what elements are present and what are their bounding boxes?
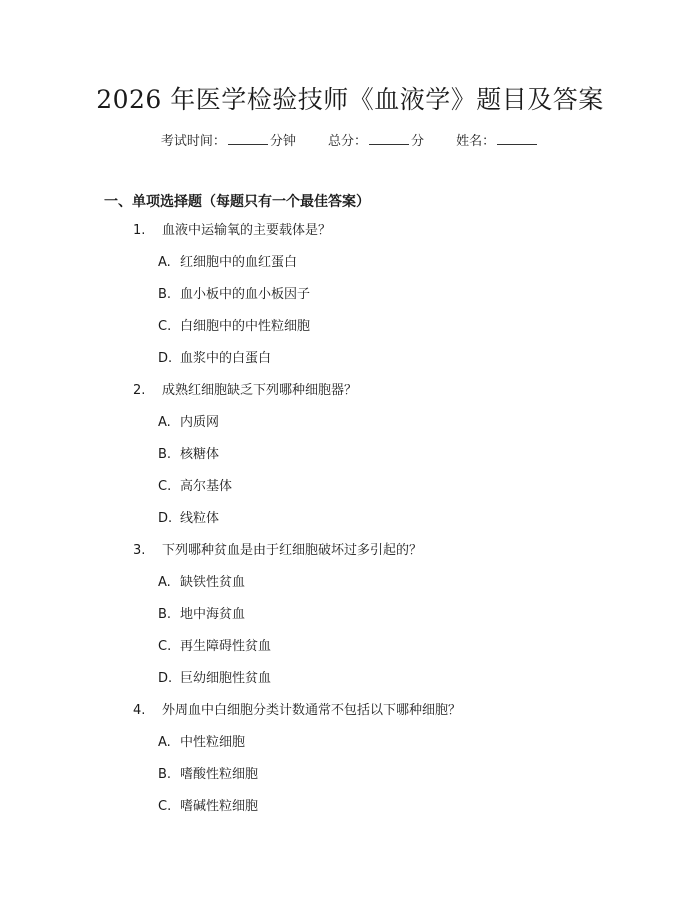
option-letter: C. [158,319,172,334]
option [0,250,700,282]
exam-time [161,134,300,149]
time-blank [228,132,268,145]
option [0,410,700,442]
question [0,538,700,570]
time-unit: 分钟 [269,134,296,149]
score-blank [369,132,409,145]
option-text: 缺铁性贫血 [180,575,246,590]
question [0,378,700,410]
option-text: 地中海贫血 [180,607,246,622]
question-text: 血液中运输氧的主要载体是？ [162,223,332,238]
option [0,442,700,474]
option [0,570,700,602]
option-letter: C. [158,479,172,494]
option [0,666,700,698]
option-letter: D. [158,671,173,686]
option [0,282,700,314]
option-letter: C. [158,799,172,814]
exam-score [328,134,428,149]
question-number: 4. [133,703,146,718]
option-text: 中性粒细胞 [180,735,246,750]
option-text: 线粒体 [180,511,220,526]
question-number: 1. [133,223,146,238]
option-letter: B. [158,447,172,462]
option [0,794,700,826]
option [0,474,700,506]
option-letter: A. [158,575,171,590]
option-letter: B. [158,607,172,622]
option-text: 核糖体 [180,447,220,462]
option-letter: A. [158,255,171,270]
option [0,602,700,634]
option-text: 白细胞中的中性粒细胞 [180,319,311,334]
score-unit: 分 [411,134,425,149]
option [0,314,700,346]
page-title: 2026 年医学检验技师《血液学》题目及答案 [96,85,604,114]
option-letter: D. [158,511,173,526]
option-text: 再生障碍性贫血 [180,639,272,654]
option [0,346,700,378]
option-letter: B. [158,767,172,782]
option [0,634,700,666]
exam-name [456,134,539,149]
question [0,218,700,250]
option [0,506,700,538]
option-text: 嗜酸性粒细胞 [180,767,259,782]
question-number: 2. [133,383,146,398]
name-label: 姓名： [456,134,496,149]
section-heading: 一、单项选择题（每题只有一个最佳答案） [104,194,370,210]
option-text: 血小板中的血小板因子 [180,287,311,302]
option-text: 高尔基体 [180,479,233,494]
option-text: 红细胞中的血红蛋白 [180,255,298,270]
time-label: 考试时间： [160,134,226,149]
question-number: 3. [133,543,146,558]
exam-meta [0,130,700,149]
option-letter: D. [158,351,173,366]
question [0,698,700,730]
option [0,730,700,762]
score-label: 总分： [327,134,367,149]
option-letter: A. [158,735,171,750]
option-text: 嗜碱性粒细胞 [180,799,259,814]
option-text: 巨幼细胞性贫血 [180,671,272,686]
option-letter: A. [158,415,171,430]
option-text: 内质网 [180,415,220,430]
name-blank [497,132,537,145]
question-text: 下列哪种贫血是由于红细胞破坏过多引起的？ [162,543,423,558]
question-text: 成熟红细胞缺乏下列哪种细胞器？ [162,383,358,398]
question-text: 外周血中白细胞分类计数通常不包括以下哪种细胞？ [162,703,462,718]
question-list [0,218,700,826]
option-letter: B. [158,287,172,302]
option-text: 血浆中的白蛋白 [180,351,272,366]
option-letter: C. [158,639,172,654]
option [0,762,700,794]
